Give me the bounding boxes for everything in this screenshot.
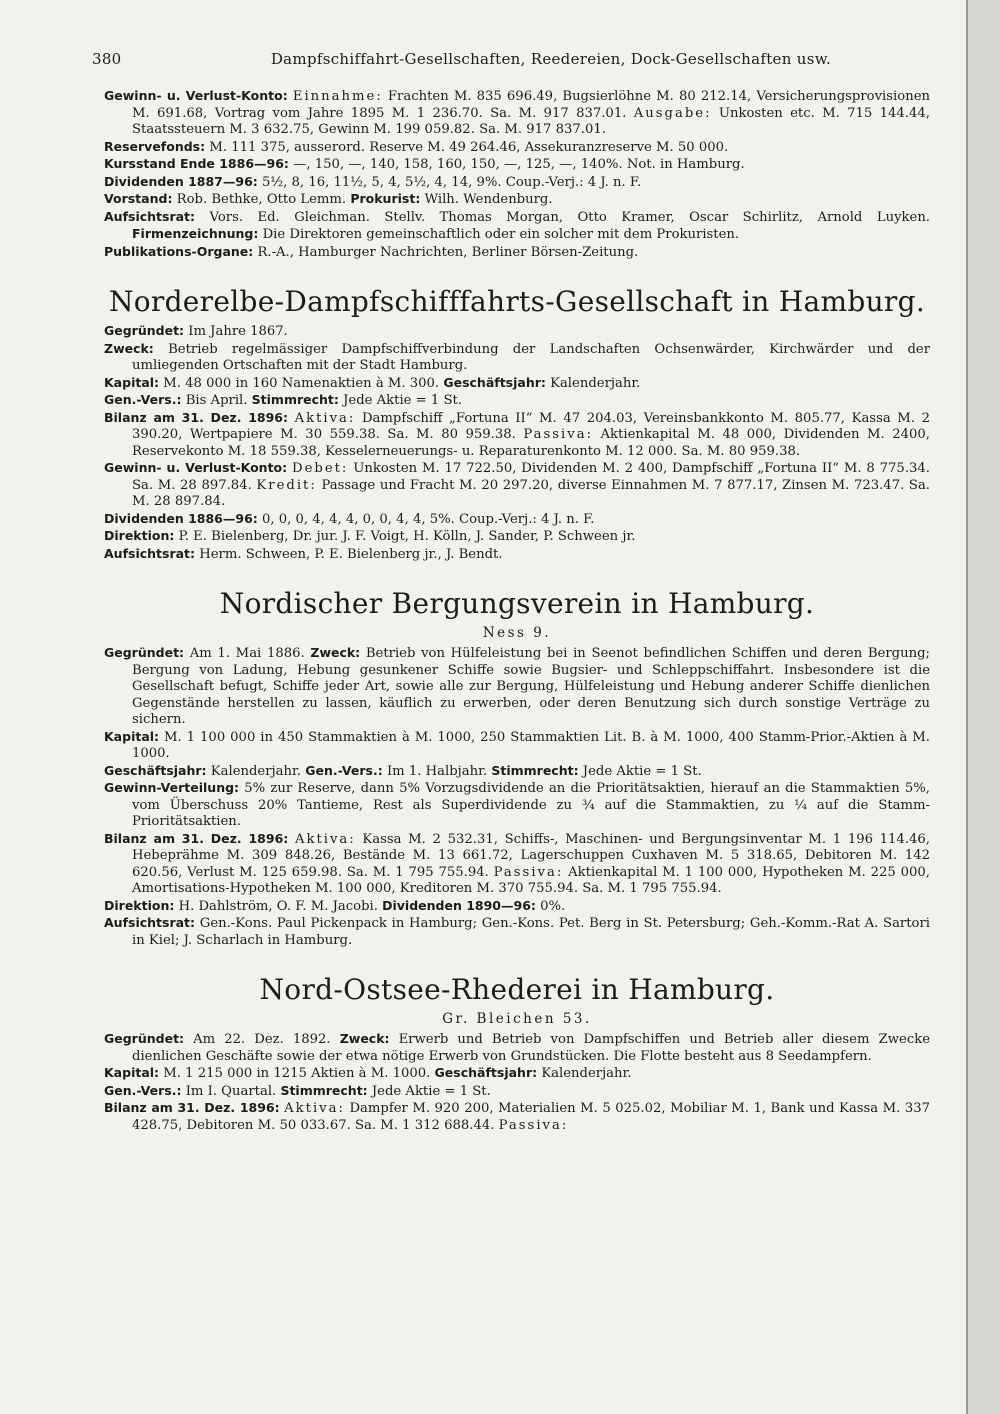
bergung-aufsichtsrat: Aufsichtsrat: Gen.-Kons. Paul Pickenpack in Hamburg; Gen.-Kons. Pet. Berg in St. Petersburg; Geh.-Komm.-Rat A. Sartori in Kiel; J. Scharlach in Hamburg.	[104, 915, 930, 948]
binding-edge	[966, 0, 1000, 1414]
prev-reserve: Reservefonds: M. 111 375, ausserord. Reserve M. 49 264.46, Assekuranzreserve M. 50 000.	[104, 138, 729, 155]
norderelbe-bilanz: Bilanz am 31. Dez. 1896: Aktiva: Dampfschiff „Fortuna II“ M. 47 204.03, Vereinsbankkonto M. 805.77, Kassa M. 2 390.20, Wertpapiere M. 30 559.38. Sa. M. 80 959.38. Passiva: Aktienkapital M. 48 000, Dividenden M. 2400, Reservekonto M. 18 559.38, Kesselerneuerungs- u. Reparaturenkonto M. 12 000. Sa. M. 80 959.38.	[104, 409, 930, 459]
bergung-direktion: Direktion: H. Dahlström, O. F. M. Jacobi. Dividenden 1890—96: 0%.	[104, 897, 566, 914]
bergung-kapital: Kapital: M. 1 100 000 in 450 Stammaktien à M. 1000, 250 Stammaktien Lit. B. à M. 1000, 400 Stamm-Prior.-Aktien à M. 1000.	[104, 728, 930, 761]
bergung-gewinnverteilung: Gewinn-Verteilung: 5% zur Reserve, dann 5% Vorzugsdividende an die Prioritätsaktien, hierauf an die Stammaktien 5%, vom Überschuss 20% Tantieme, Rest als Superdividende zu ¾ auf die Stammaktien, zu ¼ auf die Stamm-Prioritätsaktien.	[104, 780, 930, 829]
ostsee-genvers: Gen.-Vers.: Im I. Quartal. Stimmrecht: Jede Aktie = 1 St.	[104, 1082, 491, 1099]
page-number: 380	[92, 50, 122, 68]
running-title: Dampfschiffahrt-Gesellschaften, Reedereien, Dock-Gesellschaften usw.	[270, 50, 832, 68]
norderelbe-direktion: Direktion: P. E. Bielenberg, Dr. jur. J. F. Voigt, H. Kölln, J. Sander, P. Schween jr.	[104, 528, 636, 544]
norderelbe-aufsichtsrat: Aufsichtsrat: Herm. Schween, P. E. Bielenberg jr., J. Bendt.	[104, 545, 503, 562]
bergung-geschaeftsjahr: Geschäftsjahr: Kalenderjahr. Gen.-Vers.: Im 1. Halbjahr. Stimmrecht: Jede Aktie = 1 St.	[104, 762, 702, 779]
prev-aufsichtsrat: Aufsichtsrat: Vors. Ed. Gleichman. Stellv. Thomas Morgan, Otto Kramer, Oscar Schirlitz, Arnold Luyken. Firmenzeichnung: Die Direktoren gemeinschaftlich oder ein solcher mit dem Prokuristen.	[104, 208, 931, 242]
address-bergungsverein: Ness 9.	[482, 625, 552, 641]
norderelbe-gegruendet: Gegründet: Im Jahre 1867.	[104, 323, 288, 339]
prev-kursstand: Kursstand Ende 1886—96: —, 150, —, 140, 158, 160, 150, —, 125, —, 140%. Not. in Hamburg.	[104, 156, 745, 172]
section-title-nord-ostsee: Nord-Ostsee-Rhederei in Hamburg.	[259, 973, 775, 1006]
ostsee-gegruendet-zweck: Gegründet: Am 22. Dez. 1892. Zweck: Erwerb und Betrieb von Dampfschiffen und Betrieb aller diesem Zwecke dienlichen Geschäfte sowie der etwa nötige Erwerb von Grundstücken. Die Flotte besteht aus 8 Seedampfern.	[104, 1031, 930, 1064]
norderelbe-genvers: Gen.-Vers.: Bis April. Stimmrecht: Jede Aktie = 1 St.	[104, 392, 463, 408]
bergung-bilanz: Bilanz am 31. Dez. 1896: Aktiva: Kassa M. 2 532.31, Schiffs-, Maschinen- und Bergungsinventar M. 1 196 114.46, Hebeprähme M. 309 848.26, Bestände M. 13 661.72, Lagerschuppen Cuxhaven M. 5 318.65, Debitoren M. 142 620.56, Verlust M. 125 659.98. Sa. M. 1 795 755.94. Passiva: Aktienkapital M. 1 100 000, Hypotheken M. 225 000, Amortisations-Hypotheken M. 100 000, Kreditoren M. 370 755.94. Sa. M. 1 795 755.94.	[104, 830, 930, 896]
norderelbe-zweck: Zweck: Betrieb regelmässiger Dampfschiffverbindung der Landschaften Ochsenwärder, Kirchwärder und der umliegenden Ortschaften mit der Stadt Hamburg.	[104, 340, 930, 373]
ostsee-kapital: Kapital: M. 1 215 000 in 1215 Aktien à M. 1000. Geschäftsjahr: Kalenderjahr.	[104, 1065, 632, 1081]
prev-publikation: Publikations-Organe: R.-A., Hamburger Nachrichten, Berliner Börsen-Zeitung.	[104, 243, 639, 260]
ostsee-bilanz: Bilanz am 31. Dez. 1896: Aktiva: Dampfer M. 920 200, Materialien M. 5 025.02, Mobiliar M. 1, Bank und Kassa M. 337 428.75, Debitoren M. 50 033.67. Sa. M. 1 312 688.44. Passiva:	[104, 1100, 930, 1133]
prev-vorstand: Vorstand: Rob. Bethke, Otto Lemm. Prokurist: Wilh. Wendenburg.	[104, 191, 553, 207]
prev-gewinn: Gewinn- u. Verlust-Konto: Einnahme: Frachten M. 835 696.49, Bugsierlöhne M. 80 212.14, Versicherungsprovisionen M. 691.68, Vortrag vom Jahre 1895 M. 1 236.70. Sa. M. 917 837.01. Ausgabe: Unkosten etc. M. 715 144.44, Staatssteuern M. 3 632.75, Gewinn M. 199 059.82. Sa. M. 917 837.01.	[104, 88, 930, 137]
section-title-bergungsverein: Nordischer Bergungsverein in Hamburg.	[219, 587, 815, 620]
section-title-norderelbe: Norderelbe-Dampfschifffahrts-Gesellschaft in Hamburg.	[108, 285, 926, 318]
prev-dividenden: Dividenden 1887—96: 5½, 8, 16, 11½, 5, 4, 5½, 4, 14, 9%. Coup.-Verj.: 4 J. n. F.	[104, 173, 642, 190]
norderelbe-gewinn: Gewinn- u. Verlust-Konto: Debet: Unkosten M. 17 722.50, Dividenden M. 2 400, Dampfschiff „Fortuna II“ M. 8 775.34. Sa. M. 28 897.84. Kredit: Passage und Fracht M. 20 297.20, diverse Einnahmen M. 7 877.17, Zinsen M. 723.47. Sa. M. 28 897.84.	[104, 460, 930, 509]
page-header	[92, 50, 930, 68]
norderelbe-dividenden: Dividenden 1886—96: 0, 0, 0, 4, 4, 4, 0, 0, 4, 4, 5%. Coup.-Verj.: 4 J. n. F.	[104, 510, 595, 527]
bergung-gegruendet-zweck: Gegründet: Am 1. Mai 1886. Zweck: Betrieb von Hülfeleistung bei in Seenot befindlichen Schiffen und deren Bergung; Bergung von Ladung, Hebung gesunkener Schiffe sowie Bugsier- und Schleppschiffahrt. Insbesondere ist die Gesellschaft befugt, Schiffe jeder Art, sowie alle zur Bergung, Hülfeleistung und Hebung anderer Schiffe dienlichen Gegenstände herstellen zu lassen, käuflich zu erwerben, oder deren Benutzung sich durch sonstige Verträge zu sichern.	[104, 645, 930, 727]
norderelbe-kapital: Kapital: M. 48 000 in 160 Namenaktien à M. 300. Geschäftsjahr: Kalenderjahr.	[104, 374, 641, 391]
address-nord-ostsee: Gr. Bleichen 53.	[442, 1011, 592, 1027]
